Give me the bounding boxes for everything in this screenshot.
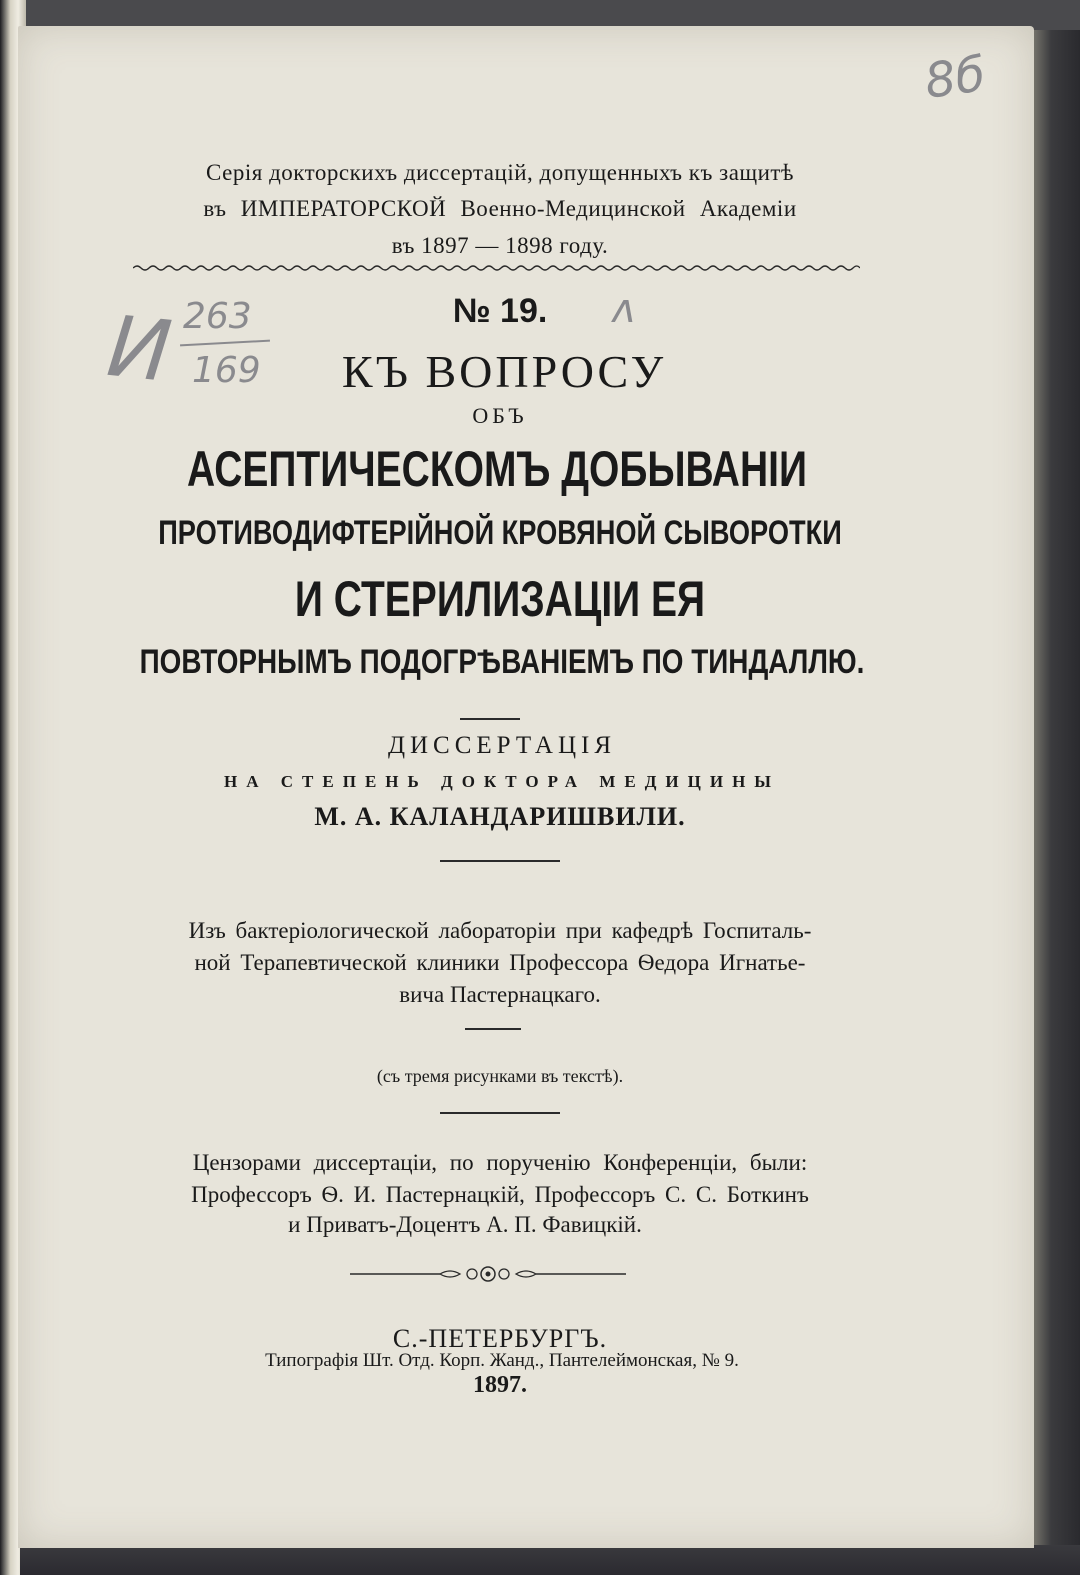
side-pencil-mark: ʌ — [612, 286, 636, 332]
imprint-press: Типографія Шт. Отд. Корп. Жанд., Пантелеймонская, № 9. — [265, 1350, 739, 1371]
censors-line-3: и Приватъ-Доцентъ А. П. Фавицкій. — [288, 1212, 642, 1237]
title-line-4: ПРОТИВОДИФТЕРІЙНОЙ КРОВЯНОЙ СЫВОРОТКИ — [158, 514, 842, 552]
title-line-5: И СТЕРИЛИЗАЦІИ ЕЯ — [294, 571, 706, 627]
ornament-rule — [350, 1264, 626, 1284]
shelf-mark-bottom: 169 — [192, 350, 261, 391]
wavy-rule — [133, 263, 860, 273]
short-rule-3 — [465, 1028, 521, 1030]
series-line-1: Серія докторскихъ диссертацій, допущенныхъ къ защитѣ — [206, 160, 794, 185]
rule-4 — [440, 1112, 560, 1114]
censors-line-1: Цензорами диссертаціи, по порученію Конференціи, были: — [192, 1150, 808, 1175]
degree-line: НА СТЕПЕНЬ ДОКТОРА МЕДИЦИНЫ — [224, 772, 780, 791]
title-line-3: АСЕПТИЧЕСКОМЪ ДОБЫВАНІИ — [187, 441, 807, 497]
author-name: М. А. КАЛАНДАРИШВИЛИ. — [314, 802, 686, 831]
title-line-1: КЪ ВОПРОСУ — [341, 346, 667, 397]
title-line-2: ОБЪ — [472, 403, 528, 428]
bottom-shadow — [20, 1545, 1080, 1575]
imprint-city: С.-ПЕТЕРБУРГЪ. — [392, 1324, 608, 1353]
shelf-mark-top: 263 — [183, 296, 252, 337]
censors-line-2: Профессоръ Ѳ. И. Пастернацкій, Профессоръ С. С. Боткинъ — [191, 1182, 809, 1207]
dissertation-label: ДИССЕРТАЦІЯ — [387, 732, 617, 759]
series-line-3: въ 1897 — 1898 году. — [391, 233, 609, 258]
lab-line-1: Изъ бактеріологической лабораторіи при кафедрѣ Госпиталь- — [188, 918, 812, 943]
short-rule-1 — [460, 718, 520, 720]
shelf-mark-letter: И — [103, 296, 176, 402]
lab-line-2: ной Терапевтической клиники Профессора Ѳедора Игнатье- — [194, 950, 806, 975]
imprint-year: 1897. — [473, 1372, 527, 1398]
series-line-2: въ ИМПЕРАТОРСКОЙ Военно-Медицинской Академіи — [203, 196, 797, 221]
corner-pencil-mark: 8б — [921, 46, 989, 110]
series-number: № 19. — [452, 292, 548, 330]
lab-line-3: вича Пастернацкаго. — [399, 982, 601, 1007]
rule-2 — [440, 860, 560, 862]
title-line-6: ПОВТОРНЫМЪ ПОДОГРѢВАНІЕМЪ ПО ТИНДАЛЛЮ. — [139, 643, 865, 681]
figures-note: (съ тремя рисунками въ текстѣ). — [376, 1066, 624, 1086]
